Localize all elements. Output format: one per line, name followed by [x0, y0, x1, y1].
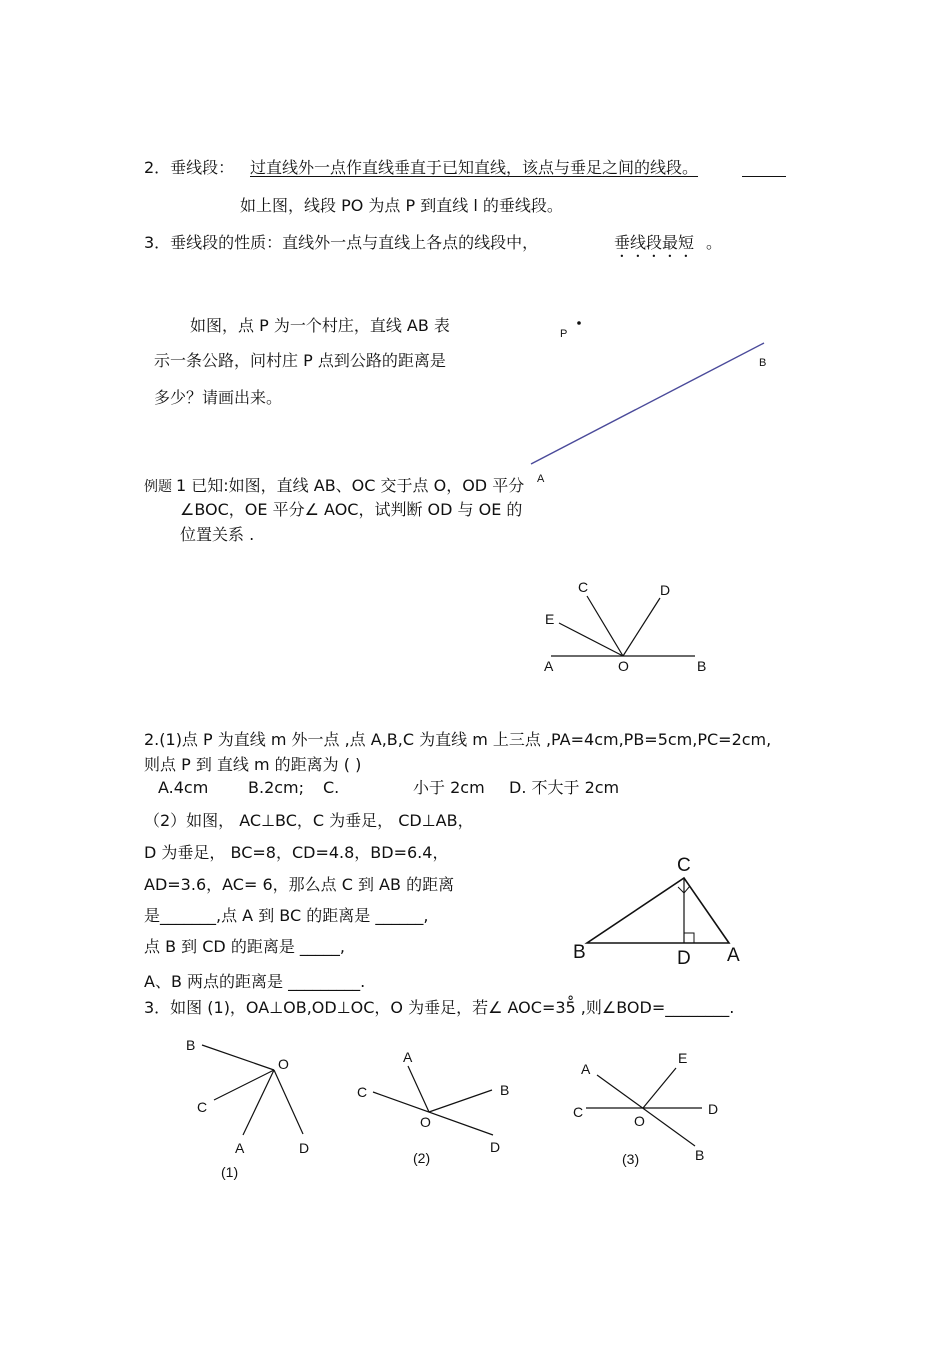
fig3-line-ab [597, 1075, 695, 1146]
q2-line-1: 2.(1)点 P 为直线 m 外一点 ,点 A,B,C 为直线 m 上三点 ,PA=4cm,PB=5cm,PC=2cm, [144, 730, 772, 749]
fig3-caption: (3) [622, 1151, 640, 1167]
tri-label-b: B [573, 942, 586, 963]
example1-prefix: 例题 [144, 479, 172, 495]
fig3-label-d: D [708, 1101, 719, 1117]
fig3-ray-oe [643, 1068, 676, 1108]
ex1-label-o: O [618, 658, 629, 674]
fig3-label-a: A [581, 1061, 591, 1077]
q2-part2-line-3: AD=3.6，AC= 6，那么点 C 到 AB 的距离 [144, 875, 455, 894]
q2-option-c: C. [323, 778, 340, 797]
section2-label: 2．垂线段： [144, 158, 235, 177]
q2-part2-line-4: 是_______,点 A 到 BC 的距离是 ______, [144, 906, 429, 925]
fig1-caption: (1) [221, 1164, 239, 1180]
ex1-label-b: B [697, 658, 707, 674]
tri-label-a: A [727, 945, 740, 966]
fig1-label-a: A [235, 1140, 245, 1156]
q2-part2-line-2: D 为垂足， BC=8，CD=4.8，BD=6.4， [144, 843, 449, 862]
section3-emphasis: 垂线段最短 [614, 233, 695, 252]
example1-line-1: 1 已知:如图，直线 AB、OC 交于点 O，OD 平分 [176, 476, 525, 495]
fig2-label-a: A [403, 1049, 413, 1065]
q2-option-d: D. 不大于 2cm [509, 778, 620, 797]
q2-line-2: 则点 P 到 直线 m 的距离为 ( ) [144, 755, 362, 774]
fig2-caption: (2) [413, 1150, 431, 1166]
q3-line-1: 3．如图 (1)，OA⊥OB,OD⊥OC，O 为垂足，若∠ AOC=35̊ ,则∠BOD=________. [144, 998, 735, 1017]
fig3-label-b: B [695, 1147, 705, 1163]
fig1-label-c: C [197, 1099, 208, 1115]
ex1-label-c: C [578, 579, 589, 595]
example1-line-2: ∠BOC，OE 平分∠ AOC，试判断 OD 与 OE 的 [180, 500, 523, 519]
fig2-label-c: C [357, 1084, 368, 1100]
example1-line-3: 位置关系 . [180, 525, 255, 544]
tri-label-c: C [677, 855, 691, 876]
ex1-label-d: D [660, 582, 671, 598]
section2-note: 如上图，线段 PO 为点 P 到直线 l 的垂线段。 [240, 196, 563, 215]
ex1-label-e: E [545, 611, 555, 627]
village-label-a: A [537, 473, 545, 485]
village-line-3: 多少？请画出来。 [154, 388, 283, 407]
fig1-label-o: O [278, 1056, 289, 1072]
village-line-2: 示一条公路，问村庄 P 点到公路的距离是 [154, 351, 446, 370]
section2-definition: 过直线外一点作直线垂直于已知直线，该点与垂足之间的线段。 [250, 158, 699, 177]
section3-text: 3．垂线段的性质：直线外一点与直线上各点的线段中， [144, 233, 539, 252]
q2-part2-line-6: A、B 两点的距离是 _________. [144, 972, 366, 991]
fig3-label-e: E [678, 1050, 688, 1066]
fig3-label-o: O [634, 1113, 645, 1129]
q2-part2-line-5: 点 B 到 CD 的距离是 _____, [144, 937, 345, 956]
section3-end: 。 [706, 233, 723, 252]
village-label-b: B [759, 357, 767, 369]
tri-label-d: D [677, 948, 691, 969]
fig2-label-d: D [490, 1139, 501, 1155]
village-line-1: 如图，点 P 为一个村庄，直线 AB 表 [190, 316, 450, 335]
village-label-p: P [560, 328, 568, 340]
q2-option-c-text: 小于 2cm [413, 778, 485, 797]
q2-option-b: B.2cm; [248, 778, 305, 797]
q2-option-a: A.4cm [158, 778, 209, 797]
ex1-label-a: A [544, 658, 554, 674]
fig2-label-o: O [420, 1114, 431, 1130]
q2-part2-line-1: （2）如图， AC⊥BC，C 为垂足， CD⊥AB， [144, 811, 474, 830]
fig2-label-b: B [500, 1082, 510, 1098]
fig1-label-d: D [299, 1140, 310, 1156]
fig1-label-b: B [186, 1037, 196, 1053]
fig3-label-c: C [573, 1104, 584, 1120]
